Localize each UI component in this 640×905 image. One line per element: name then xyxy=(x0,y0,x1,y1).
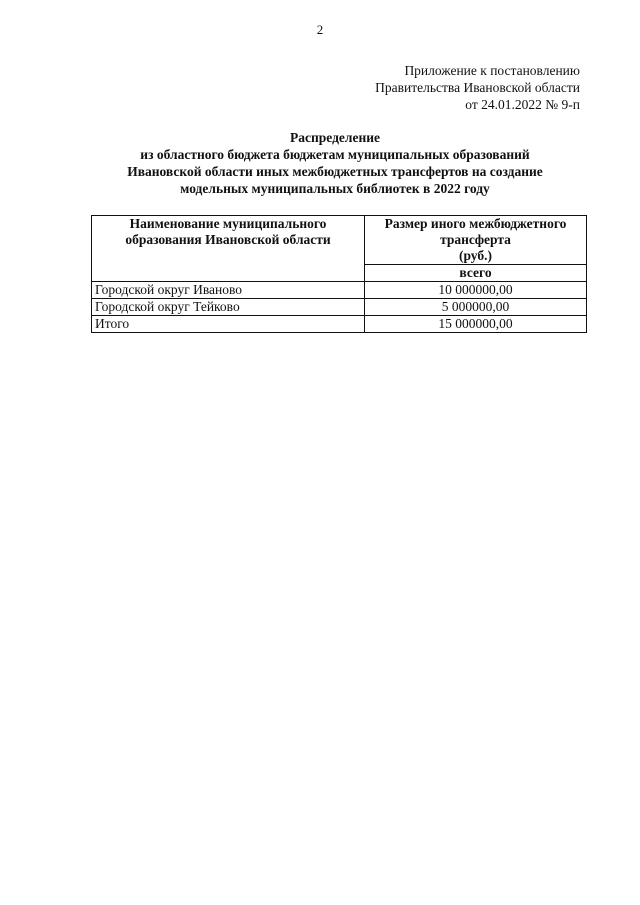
header-line: трансферта xyxy=(440,232,511,247)
table-row xyxy=(92,282,587,299)
appendix-line: Правительства Ивановской области xyxy=(375,80,580,95)
appendix-note xyxy=(375,62,580,113)
transfer-amount-cell: 5 000000,00 xyxy=(365,299,587,316)
document-title xyxy=(60,129,610,197)
header-line: Размер иного межбюджетного xyxy=(384,216,567,231)
table-total-row xyxy=(92,316,587,333)
header-line: (руб.) xyxy=(458,248,493,263)
table-row xyxy=(92,299,587,316)
column-header-municipality xyxy=(92,216,365,282)
header-line: Наименование муниципального xyxy=(129,216,327,231)
municipality-name-cell: Городской округ Тейково xyxy=(92,299,365,316)
table-header-row xyxy=(92,216,587,265)
title-line: модельных муниципальных библиотек в 2022 году xyxy=(180,181,490,196)
transfer-distribution-table xyxy=(91,215,587,333)
total-label-cell: Итого xyxy=(92,316,365,333)
municipality-name-cell: Городской округ Иваново xyxy=(92,282,365,299)
column-subheader-total: всего xyxy=(365,265,587,282)
column-header-transfer-amount xyxy=(365,216,587,265)
header-line: образования Ивановской области xyxy=(125,232,331,247)
title-line: Распределение xyxy=(289,130,381,145)
transfer-amount-cell: 10 000000,00 xyxy=(365,282,587,299)
appendix-line: Приложение к постановлению xyxy=(404,63,580,78)
title-line: из областного бюджета бюджетам муниципальных образований xyxy=(140,147,530,162)
page-number: 2 xyxy=(316,22,324,37)
title-line: Ивановской области иных межбюджетных трансфертов на создание xyxy=(127,164,543,179)
appendix-line: от 24.01.2022 № 9-п xyxy=(465,97,580,112)
total-amount-cell: 15 000000,00 xyxy=(365,316,587,333)
